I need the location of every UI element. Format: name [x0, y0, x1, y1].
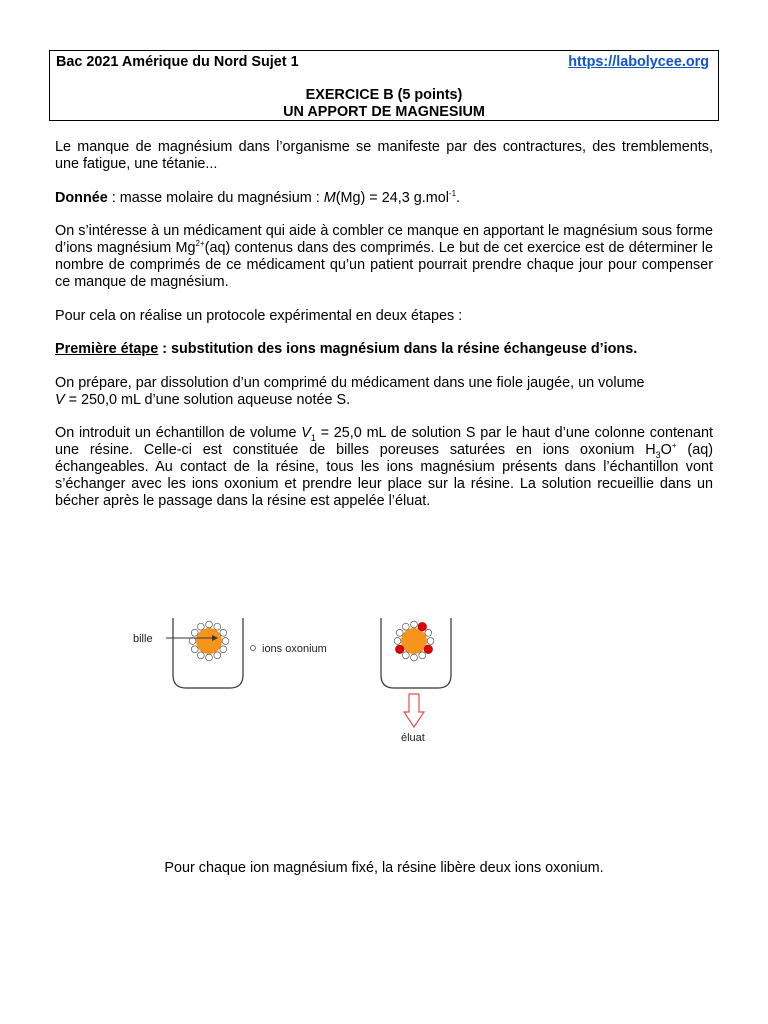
donnee-end: . — [456, 190, 461, 206]
magnesium-ion — [424, 645, 432, 653]
oxonium-ion — [427, 638, 434, 645]
step1-text: : substitution des ions magnésium dans la résine échangeuse d’ions. — [158, 341, 638, 357]
v1-subscript: 1 — [310, 432, 316, 443]
oxonium-legend-icon — [251, 646, 256, 651]
molar-mass-value: (Mg) = 24,3 g.mol — [335, 190, 449, 206]
exercise-number: EXERCICE B (5 points) — [305, 87, 463, 103]
donnee-paragraph — [55, 190, 713, 207]
exchange-caption: Pour chaque ion magnésium fixé, la résine libère deux ions oxonium. — [164, 860, 604, 876]
mg-charge: 2+ — [195, 239, 205, 249]
oxonium-ion — [425, 629, 432, 636]
oxonium-ion — [220, 629, 227, 636]
oxonium-ion — [419, 652, 426, 659]
exercise-title: UN APPORT DE MAGNESIUM — [283, 104, 485, 120]
oxonium-ion — [214, 652, 221, 659]
bead-left — [196, 628, 222, 654]
step1-heading — [55, 341, 713, 358]
oxonium-ion — [191, 629, 198, 636]
oxonium-ion — [191, 646, 198, 653]
h3o-charge: + — [671, 441, 677, 451]
intro-paragraph — [55, 139, 713, 173]
medication-text-2: (aq) contenus dans des comprimés. Le but de cet exercice est de déterminer le nombre de comprimés de ce médicament qu’un patient pourrait prendre chaque jour pour compenser ce manque de magnésium. — [55, 240, 713, 290]
preparation-line-2: = 250,0 mL d’une solution aqueuse notée S. — [64, 392, 351, 408]
v1-symbol: V — [301, 425, 311, 441]
eluat-label: éluat — [401, 732, 425, 744]
magnesium-ion — [418, 623, 426, 631]
oxonium-ion — [189, 638, 196, 645]
resin-diagram — [120, 605, 480, 775]
oxonium-ion — [222, 638, 229, 645]
step1-label: Première étape — [55, 341, 159, 357]
h3o-subscript: 3 — [655, 449, 661, 460]
resin-paragraph — [55, 425, 713, 510]
oxonium-ion — [206, 654, 213, 661]
oxonium-ion — [402, 623, 409, 630]
molar-mass-symbol: M — [323, 190, 336, 206]
oxonium-ion — [396, 629, 403, 636]
oxonium-ion — [402, 652, 409, 659]
protocol-text: Pour cela on réalise un protocole expérimental en deux étapes : — [55, 308, 463, 324]
resin-text-4: (aq) échangeables. Au contact de la résine, tous les ions magnésium présents dans l’échantillon vont s’échanger avec les ions oxonium et prendre leur place sur la résine. La solution recueillie dans un bécher après le passage dans la résine est appelée l’éluat. — [55, 442, 713, 509]
oxonium-ion — [197, 623, 204, 630]
medication-paragraph — [55, 223, 713, 291]
donnee-label: Donnée — [55, 190, 108, 206]
medication-text-1: On s’intéresse à un médicament qui aide à combler ce manque en apportant le magnésium sous forme d’ions magnésium Mg — [55, 223, 713, 256]
unit-exponent: -1 — [448, 189, 457, 199]
bille-label: bille — [133, 633, 153, 645]
protocol-paragraph — [55, 308, 713, 325]
eluat-arrow — [404, 694, 424, 727]
preparation-paragraph — [55, 375, 713, 409]
resin-text-3: O — [660, 442, 672, 458]
oxonium-ion — [411, 654, 418, 661]
resin-text-2: = 25,0 mL de solution S par le haut d’une colonne contenant une résine. Celle-ci est constituée de billes poreuses saturées en ions oxonium H — [55, 425, 713, 458]
oxonium-ion — [394, 638, 401, 645]
resin-figure — [120, 605, 480, 775]
oxonium-ion — [206, 621, 213, 628]
oxonium-ion — [214, 623, 221, 630]
volume-symbol: V — [55, 392, 65, 408]
preparation-line-1: On prépare, par dissolution d’un comprimé du médicament dans une fiole jaugée, un volume — [55, 375, 645, 391]
oxonium-ion — [197, 652, 204, 659]
oxonium-label: ions oxonium — [262, 643, 327, 655]
source-link[interactable]: https://labolycee.org — [568, 54, 709, 70]
oxonium-ion — [411, 621, 418, 628]
exam-source: Bac 2021 Amérique du Nord Sujet 1 — [56, 54, 299, 70]
bead-right — [401, 628, 427, 654]
magnesium-ion — [396, 645, 404, 653]
donnee-text: : masse molaire du magnésium : — [107, 190, 324, 206]
header-box — [49, 50, 719, 121]
oxonium-ion — [220, 646, 227, 653]
intro-text: Le manque de magnésium dans l’organisme se manifeste par des contractures, des tremblements, une fatigue, une tétanie... — [55, 139, 713, 172]
resin-text-1: On introduit un échantillon de volume — [55, 425, 302, 441]
